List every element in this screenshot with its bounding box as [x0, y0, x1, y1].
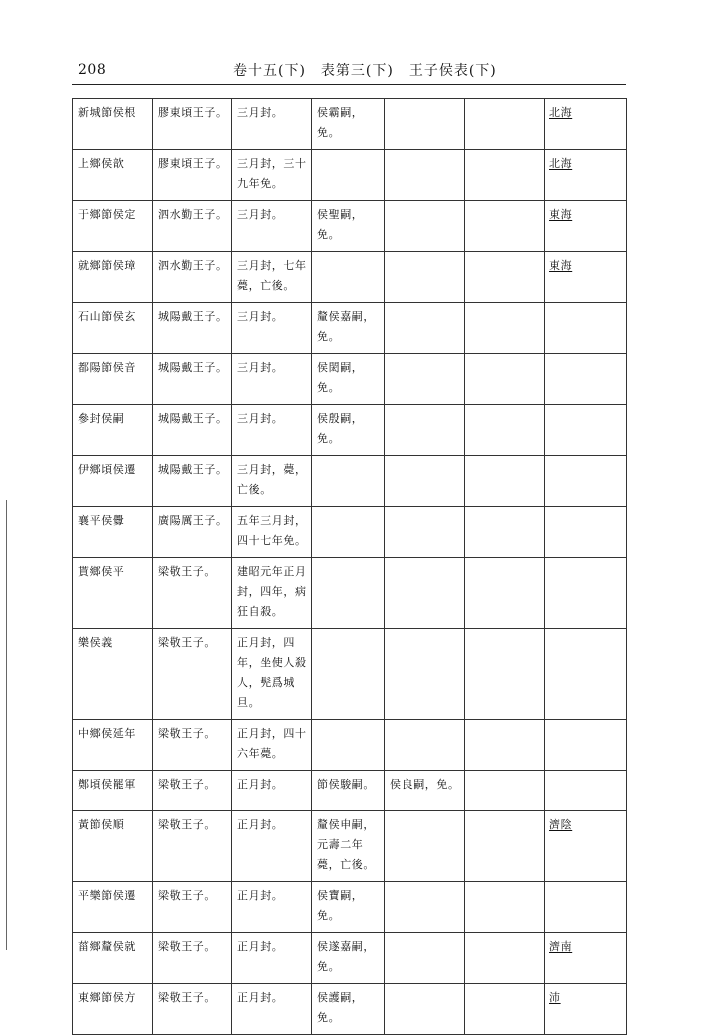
page-number: 208 [78, 62, 107, 78]
table-cell [232, 252, 312, 303]
table-cell [312, 933, 385, 984]
title-cell [73, 811, 153, 882]
table-cell [232, 558, 312, 629]
table-row [73, 252, 627, 303]
cell-text: 鄭頃侯罷軍 [78, 778, 136, 791]
table-cell [465, 720, 545, 771]
table-row [73, 150, 627, 201]
table-row [73, 984, 627, 1035]
place-cell [545, 720, 627, 771]
table-cell [465, 882, 545, 933]
table-cell [153, 150, 232, 201]
cell-text: 中鄉侯延年 [78, 727, 136, 740]
table-cell [465, 984, 545, 1035]
table-cell [153, 201, 232, 252]
title-cell [73, 354, 153, 405]
table-cell [312, 507, 385, 558]
table-cell [232, 984, 312, 1035]
cell-text: 石山節侯玄 [78, 310, 136, 323]
title-cell [73, 201, 153, 252]
cell-text: 梁敬王子。 [158, 940, 216, 953]
table-cell [232, 507, 312, 558]
cell-text: 黃節侯順 [78, 818, 125, 831]
place-cell [545, 150, 627, 201]
cell-text: 正月封。 [237, 778, 284, 791]
table-cell [153, 405, 232, 456]
table-cell [465, 252, 545, 303]
title-cell [73, 720, 153, 771]
table-cell [312, 984, 385, 1035]
cell-text: 三月封，薨，亡後。 [237, 463, 307, 496]
place-cell [545, 405, 627, 456]
cell-text: 梁敬王子。 [158, 565, 216, 578]
place-cell [545, 507, 627, 558]
title-cell [73, 771, 153, 811]
cell-text: 三月封，三十九年免。 [237, 157, 307, 190]
title-cell [73, 252, 153, 303]
table-cell [385, 811, 465, 882]
table-cell [232, 405, 312, 456]
cell-text: 城陽戴王子。 [158, 361, 228, 374]
table-cell [232, 201, 312, 252]
table-cell [385, 303, 465, 354]
place-cell [545, 99, 627, 150]
cell-text: 侯閎嗣，免。 [317, 361, 364, 394]
cell-text: 三月封，七年薨，亡後。 [237, 259, 307, 292]
cell-text: 伊鄉頃侯遷 [78, 463, 136, 476]
table-row [73, 405, 627, 456]
table-cell [465, 405, 545, 456]
peerage-table [72, 98, 627, 1035]
table-cell [465, 507, 545, 558]
place-name: 沛 [549, 991, 561, 1004]
cell-text: 都陽節侯音 [78, 361, 136, 374]
table-cell [232, 882, 312, 933]
title-cell [73, 558, 153, 629]
place-cell [545, 933, 627, 984]
place-cell [545, 629, 627, 720]
cell-text: 泗水勤王子。 [158, 259, 228, 272]
cell-text: 正月封，四十六年薨。 [237, 727, 307, 760]
table-cell [465, 629, 545, 720]
cell-text: 城陽戴王子。 [158, 463, 228, 476]
cell-text: 膠東頃王子。 [158, 157, 228, 170]
table-cell [312, 99, 385, 150]
table-cell [385, 405, 465, 456]
cell-text: 于鄉節侯定 [78, 208, 136, 221]
cell-text: 上鄉侯歆 [78, 157, 125, 170]
table-cell [465, 99, 545, 150]
table-cell [385, 882, 465, 933]
table-cell [385, 507, 465, 558]
table-row [73, 558, 627, 629]
cell-text: 新城節侯根 [78, 106, 136, 119]
table-cell [312, 201, 385, 252]
table-cell [153, 771, 232, 811]
cell-text: 襄平侯釁 [78, 514, 125, 527]
table-cell [153, 507, 232, 558]
title-cell [73, 150, 153, 201]
table-cell [465, 150, 545, 201]
title-cell [73, 99, 153, 150]
table-cell [465, 811, 545, 882]
table-cell [232, 354, 312, 405]
place-name: 濟陰 [549, 818, 573, 831]
table-cell [312, 456, 385, 507]
table-row [73, 303, 627, 354]
table-cell [385, 984, 465, 1035]
cell-text: 城陽戴王子。 [158, 310, 228, 323]
table-cell [153, 303, 232, 354]
table-cell [232, 720, 312, 771]
cell-text: 侯霸嗣，免。 [317, 106, 364, 139]
table-cell [153, 984, 232, 1035]
title-cell [73, 984, 153, 1035]
cell-text: 廣陽厲王子。 [158, 514, 228, 527]
cell-text: 節侯駿嗣。 [317, 778, 375, 791]
place-name: 東海 [549, 208, 573, 221]
place-cell [545, 201, 627, 252]
title-cell [73, 629, 153, 720]
table-cell [385, 252, 465, 303]
table-row [73, 99, 627, 150]
cell-text: 梁敬王子。 [158, 636, 216, 649]
cell-text: 侯殷嗣，免。 [317, 412, 364, 445]
cell-text: 釐侯嘉嗣，免。 [317, 310, 375, 343]
table-cell [312, 405, 385, 456]
place-cell [545, 771, 627, 811]
cell-text: 三月封。 [237, 208, 284, 221]
place-cell [545, 984, 627, 1035]
table-row [73, 456, 627, 507]
table-cell [465, 354, 545, 405]
table-cell [312, 882, 385, 933]
cell-text: 侯遂嘉嗣，免。 [317, 940, 375, 973]
cell-text: 五年三月封，四十七年免。 [237, 514, 307, 547]
place-cell [545, 558, 627, 629]
place-name: 北海 [549, 106, 573, 119]
cell-text: 三月封。 [237, 412, 284, 425]
cell-text: 正月封，四年，坐使人殺人，髡爲城旦。 [237, 636, 307, 709]
place-cell [545, 354, 627, 405]
table-cell [232, 150, 312, 201]
table-cell [312, 150, 385, 201]
cell-text: 三月封。 [237, 310, 284, 323]
running-head: 卷十五(下) 表第三(下) 王子侯表(下) [233, 63, 497, 79]
title-cell [73, 405, 153, 456]
cell-text: 侯良嗣，免。 [390, 778, 460, 791]
table-row [73, 933, 627, 984]
cell-text: 建昭元年正月封，四年，病狂自殺。 [237, 565, 307, 618]
cell-text: 平樂節侯遷 [78, 889, 136, 902]
cell-text: 梁敬王子。 [158, 818, 216, 831]
cell-text: 城陽戴王子。 [158, 412, 228, 425]
cell-text: 侯護嗣，免。 [317, 991, 364, 1024]
place-cell [545, 303, 627, 354]
table-cell [465, 558, 545, 629]
cell-text: 參封侯嗣 [78, 412, 125, 425]
place-cell [545, 811, 627, 882]
cell-text: 貰鄉侯平 [78, 565, 125, 578]
title-cell [73, 456, 153, 507]
header-rule [72, 84, 626, 85]
place-name: 濟南 [549, 940, 573, 953]
binding-edge-line [6, 500, 7, 950]
table-row [73, 201, 627, 252]
table-cell [153, 354, 232, 405]
cell-text: 正月封。 [237, 818, 284, 831]
table-cell [312, 771, 385, 811]
cell-text: 侯寶嗣，免。 [317, 889, 364, 922]
table-cell [385, 99, 465, 150]
title-cell [73, 507, 153, 558]
cell-text: 梁敬王子。 [158, 727, 216, 740]
table-row [73, 720, 627, 771]
table-cell [153, 882, 232, 933]
table-row [73, 771, 627, 811]
table-cell [385, 629, 465, 720]
table-cell [465, 771, 545, 811]
table-cell [232, 933, 312, 984]
cell-text: 正月封。 [237, 889, 284, 902]
cell-text: 三月封。 [237, 361, 284, 374]
table-cell [385, 201, 465, 252]
place-cell [545, 456, 627, 507]
table-cell [232, 629, 312, 720]
table-cell [465, 933, 545, 984]
title-cell [73, 303, 153, 354]
table-cell [312, 629, 385, 720]
cell-text: 梁敬王子。 [158, 991, 216, 1004]
table-cell [153, 811, 232, 882]
table-cell [385, 354, 465, 405]
table-cell [153, 456, 232, 507]
table-cell [153, 252, 232, 303]
cell-text: 釐侯申嗣，元壽二年薨，亡後。 [317, 818, 375, 871]
table-cell [385, 558, 465, 629]
table-cell [153, 720, 232, 771]
table-row [73, 882, 627, 933]
cell-text: 三月封。 [237, 106, 284, 119]
cell-text: 樂侯義 [78, 636, 113, 649]
table-cell [232, 99, 312, 150]
table-cell [385, 150, 465, 201]
cell-text: 正月封。 [237, 940, 284, 953]
table-cell [232, 811, 312, 882]
place-cell [545, 882, 627, 933]
table-cell [312, 252, 385, 303]
table-cell [465, 456, 545, 507]
table-cell [465, 303, 545, 354]
table-cell [385, 456, 465, 507]
table-cell [312, 558, 385, 629]
table-cell [153, 629, 232, 720]
table-cell [232, 303, 312, 354]
cell-text: 東鄉節侯方 [78, 991, 136, 1004]
cell-text: 就鄉節侯璋 [78, 259, 136, 272]
cell-text: 侯聖嗣，免。 [317, 208, 364, 241]
table-cell [465, 201, 545, 252]
cell-text: 梁敬王子。 [158, 778, 216, 791]
table-cell [385, 933, 465, 984]
title-cell [73, 933, 153, 984]
table-cell [153, 99, 232, 150]
table-cell [312, 303, 385, 354]
table-cell [232, 456, 312, 507]
cell-text: 泗水勤王子。 [158, 208, 228, 221]
cell-text: 菑鄉釐侯就 [78, 940, 136, 953]
table-cell [385, 771, 465, 811]
table-row [73, 811, 627, 882]
table-cell [153, 558, 232, 629]
table-cell [153, 933, 232, 984]
place-name: 北海 [549, 157, 573, 170]
cell-text: 膠東頃王子。 [158, 106, 228, 119]
table-cell [312, 720, 385, 771]
place-cell [545, 252, 627, 303]
cell-text: 正月封。 [237, 991, 284, 1004]
table-row [73, 629, 627, 720]
table-row [73, 354, 627, 405]
place-name: 東海 [549, 259, 573, 272]
table-body [73, 99, 627, 1035]
table-row [73, 507, 627, 558]
cell-text: 梁敬王子。 [158, 889, 216, 902]
table-cell [312, 811, 385, 882]
table-cell [232, 771, 312, 811]
table-cell [312, 354, 385, 405]
table-cell [385, 720, 465, 771]
title-cell [73, 882, 153, 933]
